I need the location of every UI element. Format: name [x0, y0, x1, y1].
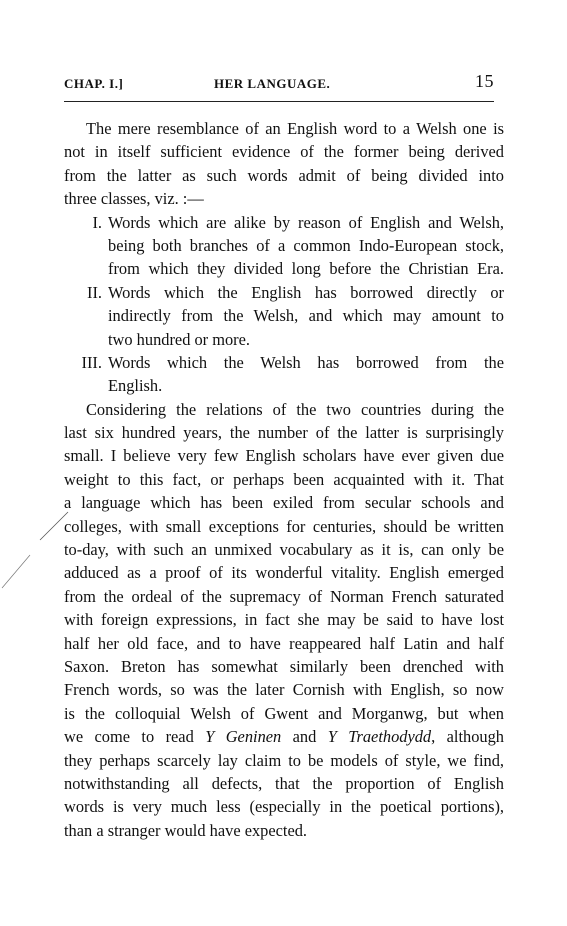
paragraph-intro: [64, 117, 504, 211]
text-line: [64, 725, 504, 748]
text-line: weight to this fact, or perhaps been acquainted with it. That: [64, 469, 504, 489]
text-line: French words, so was the later Cornish with English, so now: [64, 680, 504, 700]
text-line: indirectly from the Welsh, and which may amount to: [108, 306, 504, 326]
running-header: [64, 71, 494, 96]
class-list: [64, 211, 504, 398]
text-line: not in itself sufficient evidence of the former being derived: [64, 142, 504, 162]
text-line: a language which has been exiled from secular schools and: [64, 493, 504, 513]
list-numeral: III.: [81, 352, 102, 372]
text-line: being both branches of a common Indo-European stock,: [108, 235, 504, 255]
list-numeral: I.: [92, 212, 102, 232]
chapter-label: CHAP. I.]: [64, 76, 124, 91]
list-numeral: II.: [86, 282, 102, 302]
text-line: three classes, viz. :—: [64, 189, 204, 209]
text-line: colleges, with small exceptions for centuries, should be written: [64, 516, 504, 536]
text-line: two hundred or more.: [108, 329, 251, 349]
text-line: Saxon. Breton has somewhat similarly been drenched with: [64, 656, 504, 676]
periodical-title: Y Geninen: [205, 727, 282, 747]
text-line: they perhaps scarcely lay claim to be models of style, we find,: [64, 750, 504, 770]
text-line: from the ordeal of the supremacy of Norman French saturated: [64, 586, 504, 606]
text-line: Words which the English has borrowed directly or: [108, 282, 504, 302]
text-line: English.: [108, 376, 163, 396]
text-line: Words which the Welsh has borrowed from the: [108, 352, 504, 372]
text-line: from the latter as such words admit of being divided into: [64, 165, 504, 185]
list-item: [64, 351, 504, 398]
text-line: is the colloquial Welsh of Gwent and Morganwg, but when: [64, 703, 504, 723]
running-title: HER LANGUAGE.: [214, 76, 331, 91]
text-line: with foreign expressions, in fact she may be said to have lost: [64, 610, 504, 630]
text-line: The mere resemblance of an English word to a Welsh one is: [86, 119, 504, 138]
text-line: to-day, with such an unmixed vocabulary as it is, can only be: [64, 540, 504, 560]
page-body: [64, 117, 504, 842]
text-line: last six hundred years, the number of the latter is surprisingly: [64, 423, 504, 443]
page-number: 15: [475, 71, 494, 91]
text-run: we come to read: [64, 727, 206, 747]
text-line: adduced as a proof of its wonderful vitality. English emerged: [64, 563, 504, 583]
text-line: Words which are alike by reason of English and Welsh,: [108, 212, 504, 232]
list-item: [64, 281, 504, 351]
text-line: than a stranger would have expected.: [64, 820, 308, 840]
header-rule: [64, 101, 494, 102]
list-item: [64, 211, 504, 281]
text-run: and: [281, 727, 328, 747]
text-line: words is very much less (especially in the poetical portions),: [64, 797, 504, 817]
text-line: notwithstanding all defects, that the proportion of English: [64, 773, 504, 793]
periodical-title: Y Traethodydd: [327, 727, 432, 747]
text-line: small. I believe very few English scholars have ever given due: [64, 446, 504, 466]
text-run: , although: [431, 727, 504, 747]
text-line: from which they divided long before the Christian Era.: [108, 259, 504, 279]
text-line: half her old face, and to have reappeared half Latin and half: [64, 633, 504, 653]
text-line: Considering the relations of the two countries during the: [86, 399, 504, 419]
paragraph-main: [64, 398, 504, 842]
pencil-mark: [0, 510, 70, 590]
